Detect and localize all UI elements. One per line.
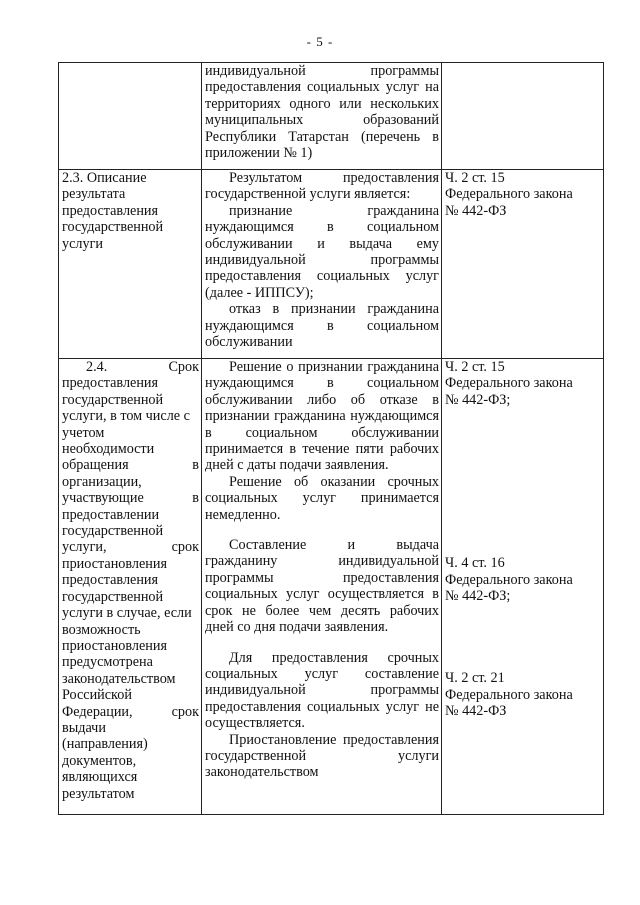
heading-line: участвующие в — [62, 490, 199, 507]
content-paragraph: Результатом предоставления государственной услуги является: — [205, 170, 439, 203]
table-row — [59, 359, 604, 815]
heading-line: результата — [62, 186, 126, 203]
heading-line: предоставлении — [62, 506, 160, 523]
heading-line: государственной — [62, 523, 164, 540]
row-content-cell — [202, 63, 442, 170]
reference-line: Федерального закона — [445, 186, 573, 203]
reference-line: Ч. 2 ст. 15 — [445, 170, 505, 186]
heading-line: результатом — [62, 785, 135, 802]
reference-line: Ч. 4 ст. 16 — [445, 555, 505, 572]
content-paragraph: Приостановление предоставления государственной услуги законодательством — [205, 731, 439, 781]
row-reference-cell — [442, 359, 604, 815]
heading-line: 2.3. Описание — [62, 170, 147, 186]
heading-line: предоставления — [62, 375, 159, 392]
heading-line: (направления) — [62, 736, 148, 753]
heading-line: услуги, в том числе с — [62, 408, 190, 425]
reference-line: Ч. 2 ст. 21 — [445, 670, 505, 687]
heading-line: являющихся — [62, 769, 138, 786]
heading-line: предоставления — [62, 572, 159, 589]
content-paragraph: Решение об оказании срочных социальных услуг принимается немедленно. — [205, 473, 439, 523]
heading-line: государственной — [62, 588, 164, 605]
reference-line: № 442-ФЗ; — [445, 391, 511, 408]
heading-line: услуги в случае, если — [62, 605, 192, 622]
heading-line: организации, — [62, 473, 142, 490]
heading-line: государственной — [62, 219, 164, 236]
heading-line: государственной — [62, 391, 164, 408]
row-heading-cell — [59, 170, 202, 359]
heading-line: услуги — [62, 235, 103, 252]
content-paragraph: отказ в признании гражданина нуждающимся в социальном обслуживании — [205, 301, 439, 351]
row-reference-cell — [442, 170, 604, 359]
heading-line: приостановления — [62, 555, 167, 572]
reference-line: Федерального закона — [445, 686, 573, 703]
reference-line: Федерального закона — [445, 571, 573, 588]
page-number: - 5 - — [306, 34, 334, 49]
heading-line: необходимости — [62, 441, 155, 458]
heading-line: законодательством — [62, 670, 176, 687]
heading-line: обращения в — [62, 457, 199, 474]
heading-line: учетом — [62, 424, 105, 441]
row-heading-cell — [59, 359, 202, 815]
reference-line: Ч. 2 ст. 15 — [445, 359, 505, 375]
legal-requirements-table — [58, 62, 604, 815]
heading-line: Федерации, срок — [62, 703, 199, 720]
reference-line: Федерального закона — [445, 375, 573, 392]
content-paragraph: Для предоставления срочных социальных услуг составление индивидуальной программы предоставления социальных услуг не осуществляется. — [205, 649, 439, 732]
row-reference-cell — [442, 63, 604, 170]
row-heading-cell — [59, 63, 202, 170]
heading-line: документов, — [62, 752, 137, 769]
content-paragraph: Составление и выдача гражданину индивидуальной программы предоставления социальных услуг осуществляется в срок не более чем десять рабочих дней со дня подачи заявления. — [205, 537, 439, 636]
reference-line: № 442-ФЗ — [445, 202, 507, 219]
content-paragraph: Решение о признании гражданина нуждающимся в социальном обслуживании либо об отказе в признании гражданина нуждающимся в социальном обслуживании принимается в течение пяти рабочих дней с даты подачи заявления. — [205, 359, 439, 474]
row-content-cell — [202, 359, 442, 815]
heading-line: предусмотрена — [62, 654, 153, 671]
heading-line: возможность — [62, 621, 141, 638]
content-paragraph: индивидуальной программы предоставления социальных услуг на территориях одного или нескольких муниципальных образований Республики Татарстан (перечень в приложении № 1) — [205, 63, 439, 162]
heading-line: приостановления — [62, 637, 167, 654]
heading-line: услуги, срок — [62, 539, 199, 556]
content-paragraph: признание гражданина нуждающимся в социальном обслуживании и выдача ему индивидуальной программы предоставления социальных услуг (далее - ИППСУ); — [205, 202, 439, 301]
heading-line: предоставления — [62, 202, 159, 219]
table-row — [59, 63, 604, 170]
table-row — [59, 170, 604, 359]
reference-line: № 442-ФЗ; — [445, 588, 511, 605]
row-content-cell — [202, 170, 442, 359]
heading-line: 2.4. Срок — [86, 359, 199, 375]
reference-line: № 442-ФЗ — [445, 703, 507, 720]
heading-line: выдачи — [62, 719, 106, 736]
heading-line: Российской — [62, 687, 132, 704]
